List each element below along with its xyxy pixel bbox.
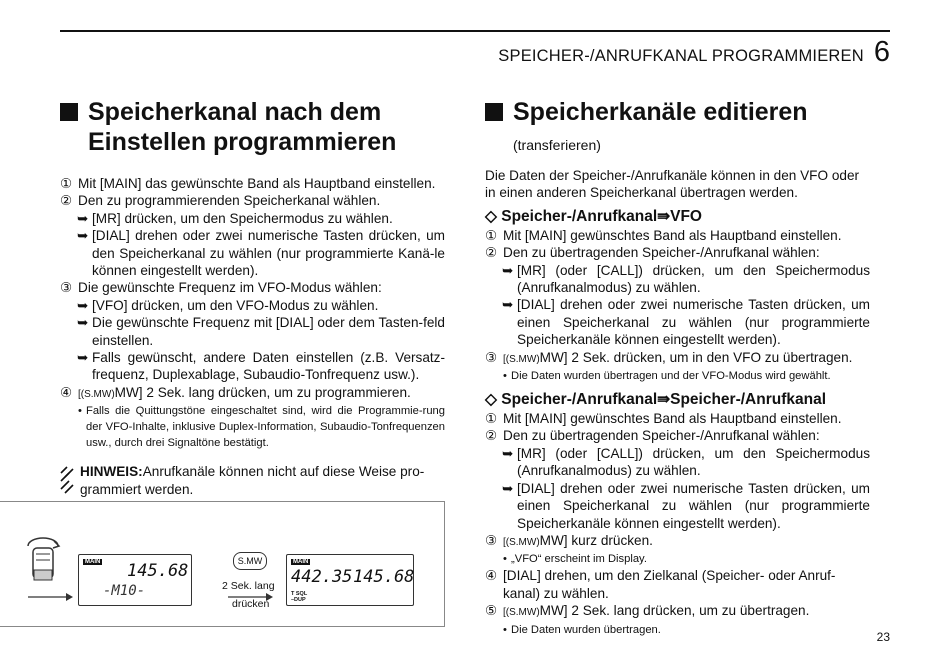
subsection-a-title: ◇ Speicher-/Anrufkanal⇛VFO (485, 207, 702, 225)
square-bullet-icon (485, 103, 503, 121)
arrow-icon: ➥ (77, 228, 89, 244)
page-number: 23 (876, 630, 890, 644)
top-rule (60, 30, 890, 32)
arrow-icon: ➥ (502, 445, 514, 461)
a-step-2: ② Den zu übertragenden Speicher-/Anrufkanal wählen: (485, 245, 820, 261)
hand-dial-icon (22, 532, 64, 584)
b-step-5-note: • Die Daten wurden übertragen. (503, 623, 661, 636)
a-step-3-note: • Die Daten wurden übertragen und der VFO-Modus wird gewählt. (503, 370, 831, 383)
arrow-icon: ➥ (502, 480, 514, 496)
step-1: ① Mit [MAIN] das gewünschte Band als Hauptband einstellen. (60, 176, 436, 191)
subsection-b-title: ◇ Speicher-/Anrufkanal⇛Speicher-/Anrufkanal (485, 391, 827, 409)
lcd-display-before: MAIN 145.68 -M10- (78, 554, 192, 606)
arrow-icon: ➥ (77, 350, 89, 366)
caption-line2: drücken (232, 598, 270, 610)
step-4: ④ [(S.MW)MW] 2 Sek. lang drücken, um zu programmieren. (60, 384, 411, 400)
caption-line1: 2 Sek. lang (222, 580, 275, 592)
b-step-2b: ➥ [DIAL] drehen oder zwei numerische Tasten drücken, um einen Speicherkanal zu wählen (nur programmierte Speicherkanäle können eingestellt werden). (502, 480, 870, 531)
arrow-icon: ➥ (77, 297, 89, 313)
chapter-number: 6 (873, 36, 890, 68)
hinweis-note: HINWEIS:Anrufkanäle können nicht auf diese Weise pro-grammiert werden. (60, 463, 445, 498)
section-title-left: Speicherkanal nach dem Einstellen programmieren (60, 97, 445, 157)
a-step-3: ③ [(S.MW)MW] 2 Sek. drücken, um in den VFO zu übertragen. (485, 349, 853, 365)
b-step-2a: ➥ [MR] (oder [CALL]) drücken, um den Speichermodus (Anrufkanalmodus) zu wählen. (502, 445, 870, 479)
step-4-note: • Falls die Quittungstöne eingeschaltet sind, wird die Programmie-rung der VFO-Inhalte, inklusive Duplex-Information, Subaudio-Tonfrequenzen usw., durch drei Signaltöne bestätigt. (78, 405, 445, 450)
arrow-icon: ➥ (502, 297, 514, 313)
b-step-3-note: • „VFO“ erscheint im Display. (503, 553, 647, 566)
smw-button[interactable]: S.MW (233, 552, 267, 570)
step-3a: ➥ [VFO] drücken, um den VFO-Modus zu wählen. (77, 297, 379, 313)
step-2: ② Den zu programmierenden Speicherkanal wählen. (60, 193, 381, 209)
a-step-2a: ➥ [MR] (oder [CALL]) drücken, um den Speichermodus (Anrufkanalmodus) zu wählen. (502, 262, 870, 296)
arrow-icon: ➥ (502, 262, 514, 278)
lcd-display-after: MAIN 442.35 145.68 T SQL –DUP (286, 554, 414, 606)
step-3c: ➥ Falls gewünscht, andere Daten einstellen (z.B. Versatz-frequenz, Duplexablage, Subaudio-Tonfrequenz usw.). (77, 350, 445, 383)
a-step-1: ① Mit [MAIN] gewünschtes Band als Hauptband einstellen. (485, 227, 842, 243)
left-column (60, 97, 445, 498)
section-title-right: Speicherkanäle editieren (transferieren) (485, 97, 870, 160)
arrow-icon: ➥ (77, 210, 89, 226)
b-step-3: ③ [(S.MW)MW] kurz drücken. (485, 532, 653, 548)
arrow-icon: ➥ (77, 315, 89, 331)
page-header (498, 36, 890, 69)
a-step-2b: ➥ [DIAL] drehen oder zwei numerische Tasten drücken, um einen Speicherkanal zu wählen (nur programmierte Speicherkanäle können eingestellt werden). (502, 297, 870, 348)
header-title: SPEICHER-/ANRUFKANAL PROGRAMMIEREN (498, 47, 864, 65)
b-step-4: ④ [DIAL] drehen, um den Zielkanal (Speicher- oder Anruf-kanal) zu wählen. (485, 568, 836, 601)
step-3b: ➥ Die gewünschte Frequenz mit [DIAL] oder dem Tasten-feld einstellen. (77, 315, 445, 348)
b-step-5: ⑤ [(S.MW)MW] 2 Sek. lang drücken, um zu übertragen. (485, 603, 810, 619)
note-hatch-icon (60, 465, 74, 495)
step-2a: ➥ [MR] drücken, um den Speichermodus zu wählen. (77, 210, 393, 226)
right-column (485, 97, 870, 638)
arrow-right-icon (28, 592, 74, 602)
square-bullet-icon (60, 103, 78, 121)
b-step-2: ② Den zu übertragenden Speicher-/Anrufkanal wählen: (485, 428, 820, 444)
step-2b: ➥ [DIAL] drehen oder zwei numerische Tasten drücken, um den Speicherkanal zu wählen (nur programmierte Kanä-le können eingestellt werden). (77, 228, 445, 279)
illustration-box (0, 501, 445, 627)
b-step-1: ① Mit [MAIN] gewünschtes Band als Hauptband einstellen. (485, 411, 842, 427)
step-3: ③ Die gewünschte Frequenz im VFO-Modus wählen: (60, 280, 382, 296)
intro-text: Die Daten der Speicher-/Anrufkanäle können in den VFO oder in einen anderen Speicherkanal übertragen werden. (485, 168, 860, 201)
